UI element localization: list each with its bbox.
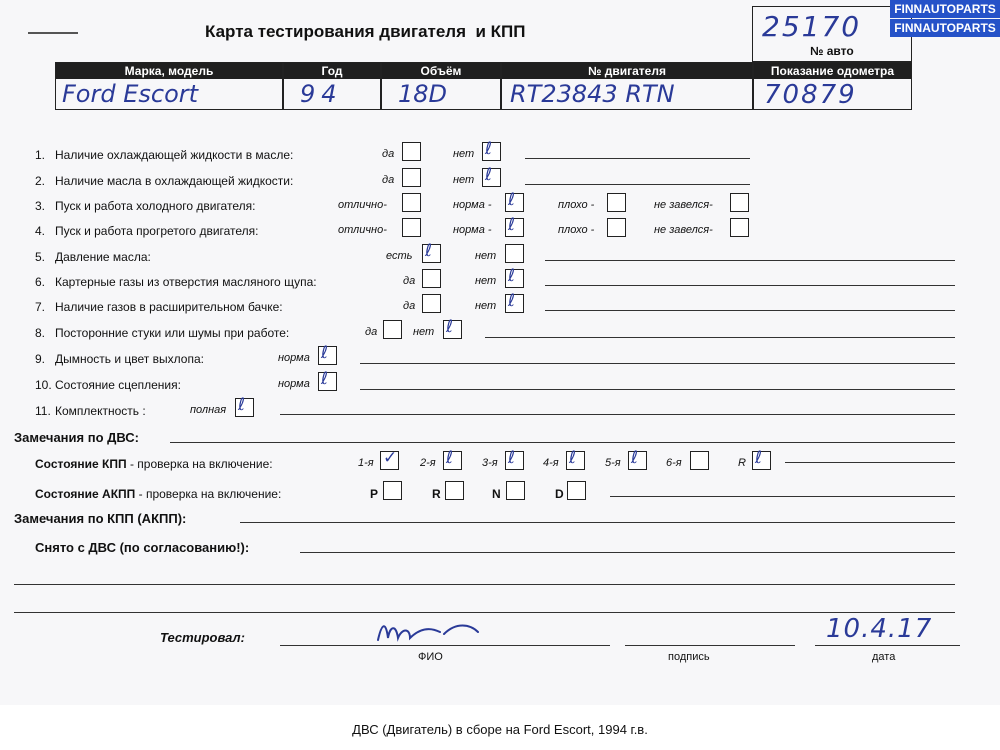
checkbox-yes[interactable] — [422, 241, 441, 263]
checkbox-gear-6[interactable] — [690, 451, 709, 470]
notes-line — [525, 158, 750, 159]
checkbox-gear-r[interactable] — [752, 448, 771, 470]
option-label: нет — [413, 326, 435, 338]
item-number: 7. — [35, 300, 46, 314]
date-line — [815, 645, 960, 646]
item-text: Комплектность : — [55, 404, 146, 418]
akpp-notes-line — [610, 496, 955, 497]
check-mark: ℓ — [446, 317, 454, 337]
checkbox-gear-3[interactable] — [505, 448, 524, 470]
check-mark: ℓ — [508, 448, 516, 468]
check-mark: ℓ — [508, 291, 516, 311]
option-label: да — [382, 174, 395, 186]
check-mark: ℓ — [508, 266, 516, 286]
option-label: нет — [453, 148, 475, 160]
option-label: да — [403, 300, 416, 312]
option-label: отлично- — [338, 199, 387, 211]
mode-label: R — [432, 487, 441, 501]
akpp-state-title: Состояние АКПП — [35, 487, 136, 501]
mode-label: N — [492, 487, 501, 501]
dvs-remarks-line — [170, 442, 955, 443]
checkbox-gear-5[interactable] — [628, 448, 647, 470]
item-number: 6. — [35, 275, 46, 289]
check-mark: ℓ — [321, 343, 329, 363]
kpp-state-title: Состояние КПП — [35, 457, 127, 471]
akpp-state-rest: - проверка на включение: — [135, 487, 282, 501]
akpp-state-label — [35, 487, 281, 501]
date-value: 10.4.17 — [826, 614, 933, 644]
value-volume: 18D — [398, 80, 448, 108]
notes-line — [360, 363, 955, 364]
option-label: плохо - — [558, 199, 595, 211]
gear-label: 3-я — [482, 457, 498, 469]
item-text: Давление масла: — [55, 250, 151, 264]
checkbox-yes[interactable] — [422, 294, 441, 313]
option-label: не завелся- — [654, 224, 713, 236]
checkbox-gear-2[interactable] — [443, 448, 462, 470]
option-label: плохо - — [558, 224, 595, 236]
table-divider — [752, 62, 754, 110]
watermark-1: FINNAUTOPARTS — [890, 0, 1000, 18]
check-mark: ℓ — [238, 395, 246, 415]
checkbox-mode-p[interactable] — [383, 481, 402, 500]
notes-line — [360, 389, 955, 390]
item-text: Посторонние стуки или шумы при работе: — [55, 326, 290, 340]
checkbox-yes[interactable] — [422, 269, 441, 288]
kpp-remarks-line — [240, 522, 955, 523]
option-label: норма - — [453, 224, 492, 236]
gear-label: 1-я — [358, 457, 374, 469]
option-label: не завелся- — [654, 199, 713, 211]
header-volume: Объём — [382, 63, 500, 79]
option-label: норма - — [453, 199, 492, 211]
checkbox-gear-4[interactable] — [566, 448, 585, 470]
option-label: нет — [475, 300, 497, 312]
gear-label: 2-я — [420, 457, 436, 469]
checkbox-not-started[interactable] — [730, 218, 749, 237]
date-caption: дата — [872, 651, 896, 663]
gear-label: 4-я — [543, 457, 559, 469]
option-label: нет — [475, 250, 497, 262]
fio-caption: ФИО — [418, 651, 443, 663]
checkbox-mode-d[interactable] — [567, 481, 586, 500]
checkbox-no[interactable] — [443, 317, 462, 339]
kpp-notes-line — [785, 462, 955, 463]
item-number: 11. — [35, 404, 51, 418]
option-label: полная — [190, 404, 227, 416]
checkbox-mode-r[interactable] — [445, 481, 464, 500]
checkbox-not-started[interactable] — [730, 193, 749, 212]
checkbox-no[interactable] — [505, 266, 524, 288]
option-label: да — [365, 326, 378, 338]
check-mark: ℓ — [755, 448, 763, 468]
kpp-state-rest: - проверка на включение: — [126, 457, 273, 471]
check-mark: ℓ — [446, 448, 454, 468]
mode-label: D — [555, 487, 564, 501]
item-number: 10. — [35, 378, 52, 392]
item-text: Наличие охлаждающей жидкости в масле: — [55, 148, 294, 162]
item-text: Наличие газов в расширительном бачке: — [55, 300, 283, 314]
notes-line — [545, 310, 955, 311]
notes-line — [525, 184, 750, 185]
check-mark: ℓ — [321, 369, 329, 389]
edge-mark — [28, 32, 78, 34]
page-title: Карта тестирования двигателя и КПП — [205, 22, 526, 41]
kpp-state-label — [35, 457, 273, 471]
gear-label: 6-я — [666, 457, 682, 469]
table-divider — [282, 62, 284, 110]
checkbox-gear-1[interactable] — [380, 448, 399, 470]
checkbox-normal[interactable] — [318, 369, 337, 391]
checkbox-yes[interactable] — [402, 142, 421, 161]
checkbox-no[interactable] — [505, 244, 524, 263]
item-number: 3. — [35, 199, 46, 213]
item-text: Дымность и цвет выхлопа: — [55, 352, 204, 366]
option-label: нет — [453, 174, 475, 186]
item-number: 8. — [35, 326, 46, 340]
item-text: Наличие масла в охлаждающей жидкости: — [55, 174, 294, 188]
checkbox-normal[interactable] — [318, 343, 337, 365]
checkbox-no[interactable] — [505, 291, 524, 313]
checkbox-complete[interactable] — [235, 395, 254, 417]
check-mark: ✓ — [383, 448, 398, 468]
signature-caption: подпись — [668, 651, 710, 663]
option-label: да — [403, 275, 416, 287]
checkbox-excellent[interactable] — [402, 193, 421, 212]
check-mark: ℓ — [425, 241, 433, 261]
image-caption: ДВС (Двигатель) в сборе на Ford Escort, 1994 г.в. — [352, 722, 648, 737]
stock-number: 25170 — [762, 10, 862, 43]
tested-by-label: Тестировал: — [160, 630, 245, 645]
check-mark: ℓ — [631, 448, 639, 468]
option-label: норма — [278, 378, 310, 390]
notes-line — [545, 285, 955, 286]
check-mark: ℓ — [508, 215, 516, 235]
checkbox-normal[interactable] — [505, 215, 524, 237]
notes-line — [280, 414, 955, 415]
removed-line — [300, 552, 955, 553]
item-text: Пуск и работа прогретого двигателя: — [55, 224, 259, 238]
checkbox-poor[interactable] — [607, 193, 626, 212]
checkbox-poor[interactable] — [607, 218, 626, 237]
header-engine-number: № двигателя — [502, 63, 752, 79]
header-year: Год — [284, 63, 380, 79]
item-number: 2. — [35, 174, 46, 188]
signature-line — [625, 645, 795, 646]
checkbox-no[interactable] — [482, 165, 501, 187]
header-odometer: Показание одометра — [754, 63, 911, 79]
notes-line — [545, 260, 955, 261]
table-divider — [500, 62, 502, 110]
removed-title: Снято с ДВС — [35, 540, 116, 555]
extra-line — [14, 584, 955, 585]
check-mark: ℓ — [485, 165, 493, 185]
handwritten-signature — [370, 612, 490, 652]
dvs-remarks-label: Замечания по ДВС: — [14, 430, 139, 445]
item-text: Пуск и работа холодного двигателя: — [55, 199, 256, 213]
watermark-2: FINNAUTOPARTS — [890, 19, 1000, 37]
item-number: 1. — [35, 148, 46, 162]
gear-label: R — [738, 457, 746, 469]
value-odometer: 70879 — [764, 80, 857, 110]
checkbox-normal[interactable] — [505, 190, 524, 212]
check-mark: ℓ — [569, 448, 577, 468]
item-text: Картерные газы из отверстия масляного щупа: — [55, 275, 317, 289]
checkbox-yes[interactable] — [383, 320, 402, 339]
checkbox-yes[interactable] — [402, 168, 421, 187]
item-number: 4. — [35, 224, 46, 238]
checkbox-excellent[interactable] — [402, 218, 421, 237]
value-year: 94 — [300, 80, 343, 108]
check-mark: ℓ — [485, 139, 493, 159]
item-number: 5. — [35, 250, 46, 264]
option-label: отлично- — [338, 224, 387, 236]
gear-label: 5-я — [605, 457, 621, 469]
check-mark: ℓ — [508, 190, 516, 210]
value-engine-number: RT23843 RTN — [510, 80, 675, 108]
option-label: норма — [278, 352, 310, 364]
option-label: да — [382, 148, 395, 160]
kpp-remarks-label: Замечания по КПП (АКПП): — [14, 511, 187, 526]
option-label: есть — [386, 250, 413, 262]
option-label: нет — [475, 275, 497, 287]
checkbox-mode-n[interactable] — [506, 481, 525, 500]
removed-label — [35, 540, 249, 555]
removed-rest: (по согласованию!): — [115, 540, 250, 555]
auto-number-label: № авто — [810, 44, 854, 58]
item-number: 9. — [35, 352, 46, 366]
value-brand: Ford Escort — [62, 80, 199, 108]
checkbox-no[interactable] — [482, 139, 501, 161]
mode-label: P — [370, 487, 379, 501]
notes-line — [485, 337, 955, 338]
item-text: Состояние сцепления: — [55, 378, 181, 392]
table-divider — [380, 62, 382, 110]
header-brand: Марка, модель — [56, 63, 282, 79]
